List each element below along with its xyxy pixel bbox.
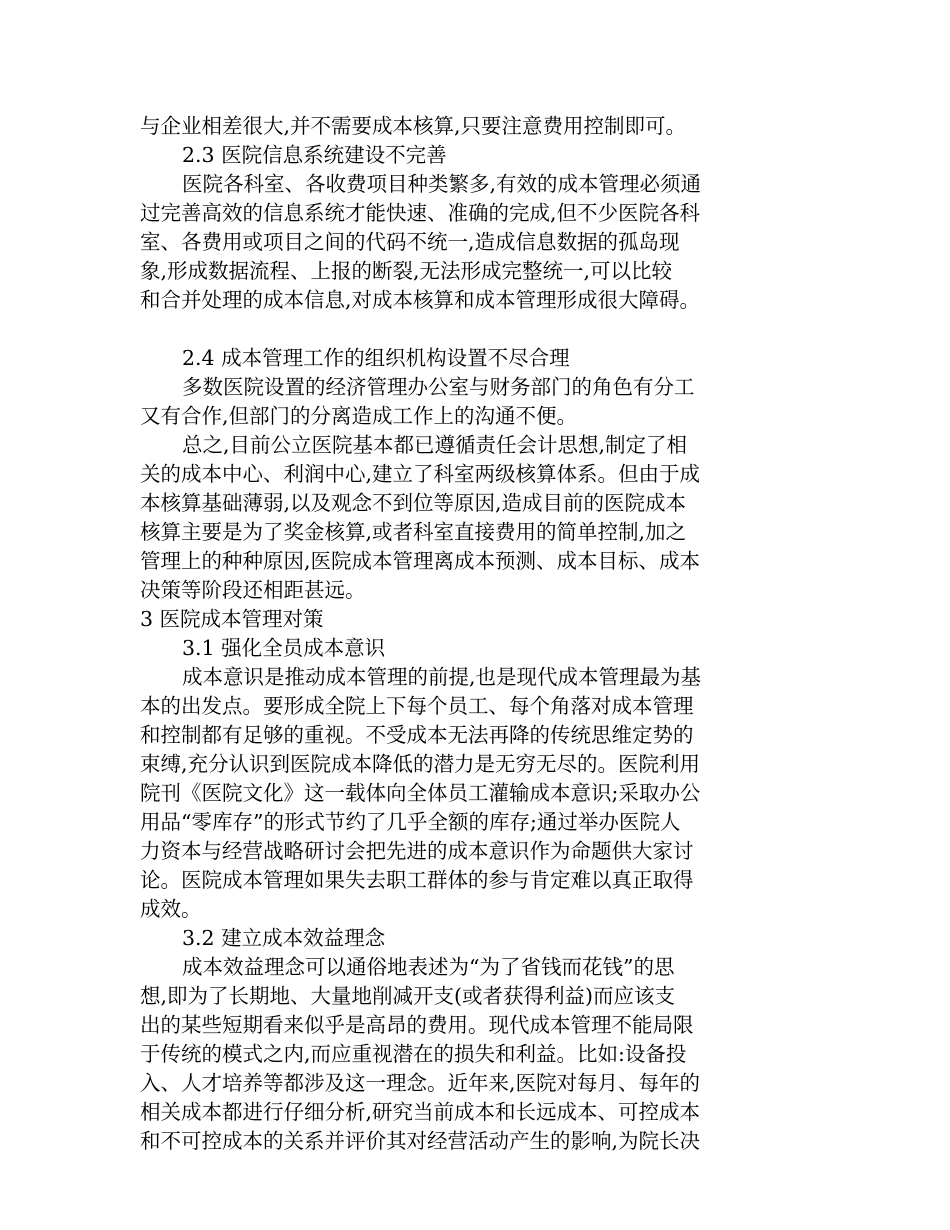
text-line: 象,形成数据流程、上报的断裂,无法形成完整统一,可以比较 (140, 259, 673, 283)
text-line: 力资本与经营战略研讨会把先进的成本意识作为命题供大家讨 (140, 839, 694, 863)
section-3-2-heading: 3.2 建立成本效益理念 (182, 926, 386, 950)
text-line: 院刊《医院文化》这一载体向全体员工灌输成本意识;采取办公 (140, 781, 701, 805)
text-line: 出的某些短期看来似乎是高昂的费用。现代成本管理不能局限 (140, 1013, 694, 1037)
section-2-3-heading: 2.3 医院信息系统建设不完善 (182, 143, 447, 167)
text-line: 和控制都有足够的重视。不受成本无法再降的传统思维定势的 (140, 723, 694, 747)
section-2-4-heading: 2.4 成本管理工作的组织机构设置不尽合理 (182, 346, 570, 370)
text-line: 与企业相差很大,并不需要成本核算,只要注意费用控制即可。 (140, 114, 687, 138)
text-line: 又有合作,但部门的分离造成工作上的沟通不便。 (140, 404, 578, 428)
text-line: 核算主要是为了奖金核算,或者科室直接费用的简单控制,加之 (140, 520, 687, 544)
text-line: 本核算基础薄弱,以及观念不到位等原因,造成目前的医院成本 (140, 491, 687, 515)
text-line: 论。医院成本管理如果失去职工群体的参与肯定难以真正取得 (140, 868, 694, 892)
text-line: 于传统的模式之内,而应重视潜在的损失和利益。比如:设备投 (140, 1042, 687, 1066)
text-line: 管理上的种种原因,医院成本管理离成本预测、成本目标、成本 (140, 549, 701, 573)
text-line: 和合并处理的成本信息,对成本核算和成本管理形成很大障碍。 (140, 288, 701, 312)
text-line: 总之,目前公立医院基本都已遵循责任会计思想,制定了相 (182, 433, 688, 457)
text-line: 医院各科室、各收费项目种类繁多,有效的成本管理必须通 (182, 172, 702, 196)
section-3-1-heading: 3.1 强化全员成本意识 (182, 636, 386, 660)
text-line: 成本效益理念可以通俗地表述为“为了省钱而花钱”的思 (182, 955, 675, 979)
text-line: 相关成本都进行仔细分析,研究当前成本和长远成本、可控成本 (140, 1100, 701, 1124)
text-line: 关的成本中心、利润中心,建立了科室两级核算体系。但由于成 (140, 462, 701, 486)
blank-line (140, 315, 740, 344)
text-line: 多数医院设置的经济管理办公室与财务部门的角色有分工 (182, 375, 695, 399)
text-line: 入、人才培养等都涉及这一理念。近年来,医院对每月、每年的 (140, 1071, 701, 1095)
text-line: 用品“零库存”的形式节约了几乎全额的库存;通过举办医院人 (140, 810, 681, 834)
text-line: 决策等阶段还相距甚远。 (140, 578, 366, 602)
section-3-heading: 3 医院成本管理对策 (140, 607, 324, 631)
text-line: 过完善高效的信息系统才能快速、准确的完成,但不少医院各科 (140, 201, 701, 225)
text-line: 成本意识是推动成本管理的前提,也是现代成本管理最为基 (182, 665, 702, 689)
text-line: 室、各费用或项目之间的代码不统一,造成信息数据的孤岛现 (140, 230, 680, 254)
text-line: 本的出发点。要形成全院上下每个员工、每个角落对成本管理 (140, 694, 694, 718)
text-line: 成效。 (140, 897, 202, 921)
document-page (140, 112, 740, 1156)
text-line: 想,即为了长期地、大量地削减开支(或者获得利益)而应该支 (140, 984, 676, 1008)
text-line: 和不可控成本的关系并评价其对经营活动产生的影响,为院长决 (140, 1129, 701, 1153)
text-line: 束缚,充分认识到医院成本降低的潜力是无穷无尽的。医院利用 (140, 752, 701, 776)
